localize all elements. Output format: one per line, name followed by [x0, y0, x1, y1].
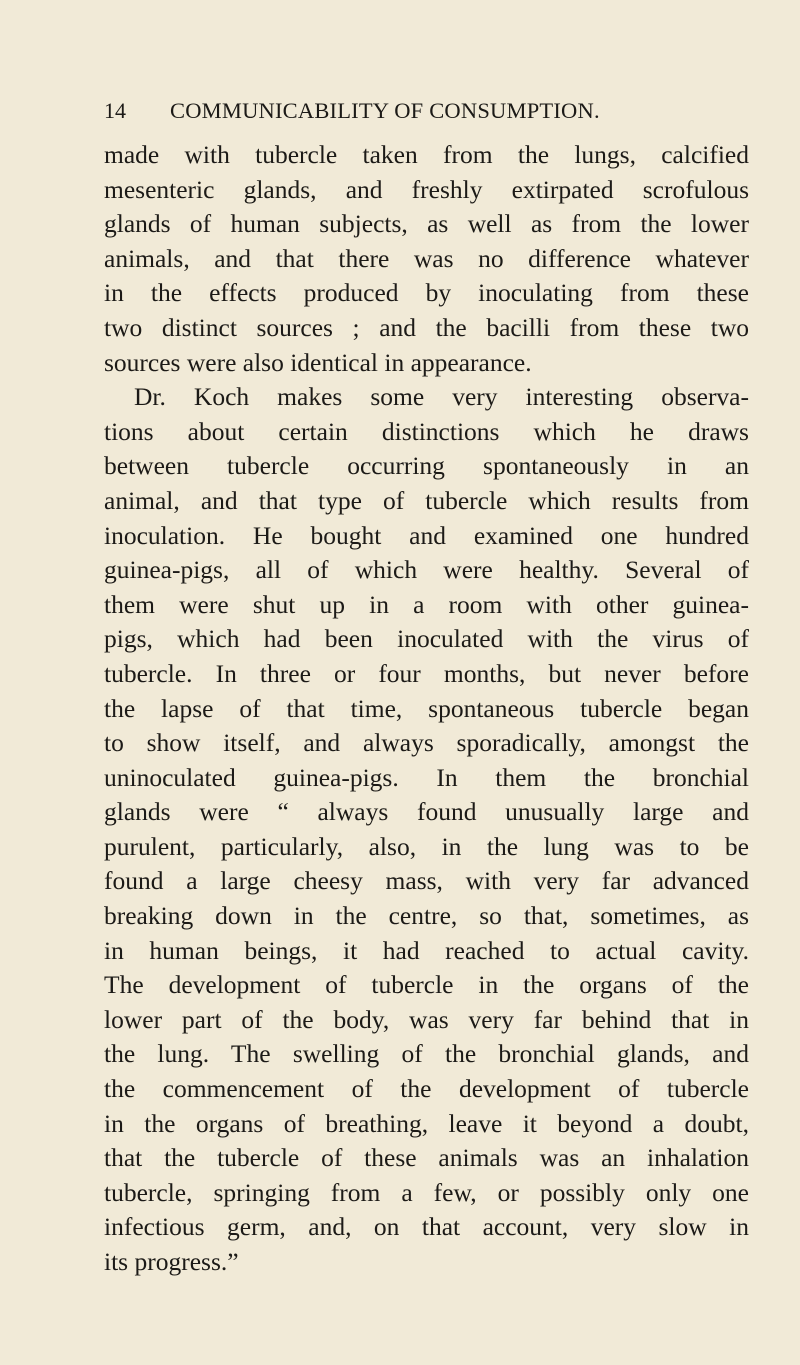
text-line: tubercle. In three or four months, but never before — [104, 658, 749, 688]
text-line: guinea-pigs, all of which were healthy. Several of — [104, 555, 749, 585]
text-line: its progress.” — [104, 1247, 239, 1276]
text-line: two distinct sources ; and the bacilli from these two — [104, 312, 749, 342]
text-line: between tubercle occurring spontaneously in an — [104, 451, 749, 481]
running-title: COMMUNICABILITY OF CONSUMPTION. — [170, 98, 600, 123]
text-line: found a large cheesy mass, with very far advanced — [104, 866, 749, 896]
text-line: made with tubercle taken from the lungs, calcified — [104, 140, 749, 169]
text-line: in human beings, it had reached to actual cavity. — [104, 935, 749, 965]
text-line: inoculation. He bought and examined one hundred — [104, 520, 749, 550]
text-line: the lung. The swelling of the bronchial glands, and — [104, 1039, 749, 1069]
body-text — [104, 138, 749, 1280]
text-line: the commencement of the development of tubercle — [104, 1074, 749, 1104]
text-line: glands of human subjects, as well as from the lower — [104, 209, 749, 239]
page-header — [104, 96, 744, 126]
text-line: animals, and that there was no difference whatever — [104, 243, 749, 273]
page-number: 14 — [104, 98, 126, 123]
text-line: uninoculated guinea-pigs. In them the bronchial — [104, 762, 749, 792]
text-line: infectious germ, and, on that account, very slow in — [104, 1212, 749, 1242]
text-line: purulent, particularly, also, in the lung was to be — [104, 831, 749, 861]
text-line: them were shut up in a room with other guinea- — [104, 589, 749, 619]
text-line: that the tubercle of these animals was an inhalation — [104, 1143, 749, 1173]
text-line: pigs, which had been inoculated with the virus of — [104, 624, 749, 654]
text-line: in the effects produced by inoculating from these — [104, 278, 749, 308]
text-line: breaking down in the centre, so that, sometimes, as — [104, 901, 749, 931]
text-line: the lapse of that time, spontaneous tubercle began — [104, 693, 749, 723]
text-line: tions about certain distinctions which he draws — [104, 416, 749, 446]
text-line: The development of tubercle in the organs of the — [104, 970, 749, 1000]
text-line: mesenteric glands, and freshly extirpated scrofulous — [104, 174, 749, 204]
text-line: sources were also identical in appearance. — [104, 347, 532, 377]
text-line: tubercle, springing from a few, or possibly only one — [104, 1177, 749, 1207]
text-line: Dr. Koch makes some very interesting observa- — [134, 382, 749, 412]
text-line: in the organs of breathing, leave it beyond a doubt, — [104, 1108, 749, 1138]
text-line: animal, and that type of tubercle which results from — [104, 485, 749, 515]
text-line: to show itself, and always sporadically, amongst the — [104, 728, 749, 758]
text-line: glands were “ always found unusually large and — [104, 797, 749, 827]
text-line: lower part of the body, was very far behind that in — [104, 1004, 749, 1034]
